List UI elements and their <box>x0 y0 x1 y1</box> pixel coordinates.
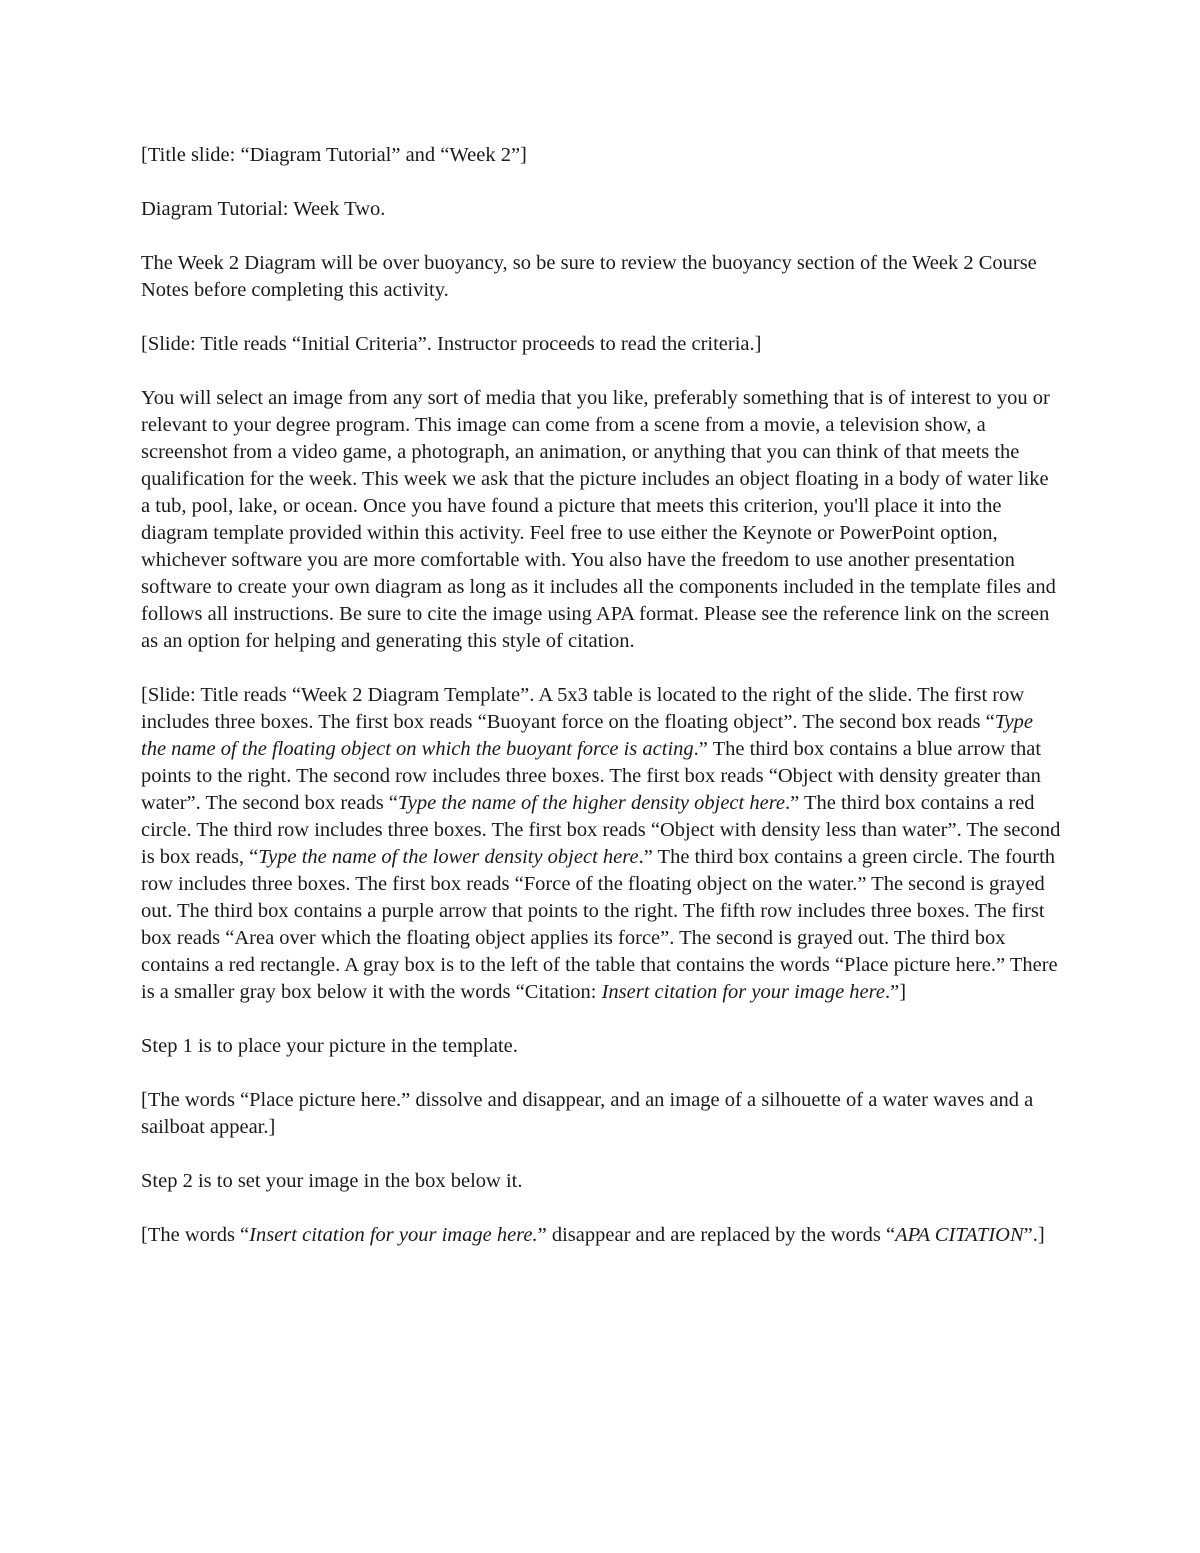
text-run: ”.] <box>1023 1224 1045 1246</box>
text-run: .” The third box contains a blue arrow that points to the right. The second row includes three boxes. The first box reads “Object with density greater than water”. The second box reads “ <box>141 738 1042 814</box>
italic-text-run: Insert citation for your image here <box>601 981 885 1003</box>
text-run: [Slide: Title reads “Initial Criteria”. Instructor proceeds to read the criteria.] <box>141 333 762 355</box>
paragraph <box>141 250 1061 304</box>
text-run: .” The third box contains a red circle. The third row includes three boxes. The first box reads “Object with density less than water”. The second is box reads, “ <box>141 792 1061 868</box>
text-run: .”] <box>884 981 907 1003</box>
paragraph <box>141 196 1061 223</box>
text-run: [The words “ <box>141 1224 250 1246</box>
text-run: [Slide: Title reads “Week 2 Diagram Template”. A 5x3 table is located to the right of the slide. The first row includes three boxes. The first box reads “Buoyant force on the floating object”. The second box reads “ <box>141 684 1025 733</box>
paragraph <box>141 385 1061 655</box>
text-run: [The words “Place picture here.” dissolve and disappear, and an image of a silhouette of a water waves and a sailboat appear.] <box>141 1089 1034 1138</box>
text-run: Step 2 is to set your image in the box below it. <box>141 1170 523 1192</box>
text-run: [Title slide: “Diagram Tutorial” and “Week 2”] <box>141 144 527 166</box>
italic-text-run: APA CITATION <box>895 1224 1024 1246</box>
text-run: Step 1 is to place your picture in the template. <box>141 1035 518 1057</box>
paragraph <box>141 1222 1061 1249</box>
text-run: You will select an image from any sort of media that you like, preferably something that is of interest to you or relevant to your degree program. This image can come from a scene from a movie, a television show, a screenshot from a video game, a photograph, an animation, or anything that you can think of that meets the qualification for the week. This week we ask that the picture includes an object floating in a body of water like a tub, pool, lake, or ocean. Once you have found a picture that meets this criterion, you'll place it into the diagram template provided within this activity. Feel free to use either the Keynote or PowerPoint option, whichever software you are more comfortable with. You also have the freedom to use another presentation software to create your own diagram as long as it includes all the components included in the template files and follows all instructions. Be sure to cite the image using APA format. Please see the reference link on the screen as an option for helping and generating this style of citation. <box>141 387 1056 652</box>
text-run: Diagram Tutorial: Week Two. <box>141 198 386 220</box>
italic-text-run: Insert citation for your image here. <box>249 1224 538 1246</box>
text-run: The Week 2 Diagram will be over buoyancy, so be sure to review the buoyancy section of the Week 2 Course Notes before completing this activity. <box>141 252 1037 301</box>
document-body <box>141 142 1061 1276</box>
paragraph <box>141 1168 1061 1195</box>
text-run: ” disappear and are replaced by the words “ <box>537 1224 896 1246</box>
paragraph <box>141 1087 1061 1141</box>
italic-text-run: Type the name of the lower density object here <box>258 846 639 868</box>
paragraph <box>141 682 1061 1006</box>
text-run: .” The third box contains a green circle. The fourth row includes three boxes. The first box reads “Force of the floating object on the water.” The second is grayed out. The third box contains a purple arrow that points to the right. The fifth row includes three boxes. The first box reads “Area over which the floating object applies its force”. The second is grayed out. The third box contains a red rectangle. A gray box is to the left of the table that contains the words “Place picture here.” There is a smaller gray box below it with the words “Citation: <box>141 846 1058 1003</box>
italic-text-run: Type the name of the floating object on which the buoyant force is acting <box>141 711 1034 760</box>
paragraph <box>141 1033 1061 1060</box>
paragraph <box>141 331 1061 358</box>
paragraph <box>141 142 1061 169</box>
italic-text-run: Type the name of the higher density object here <box>397 792 786 814</box>
